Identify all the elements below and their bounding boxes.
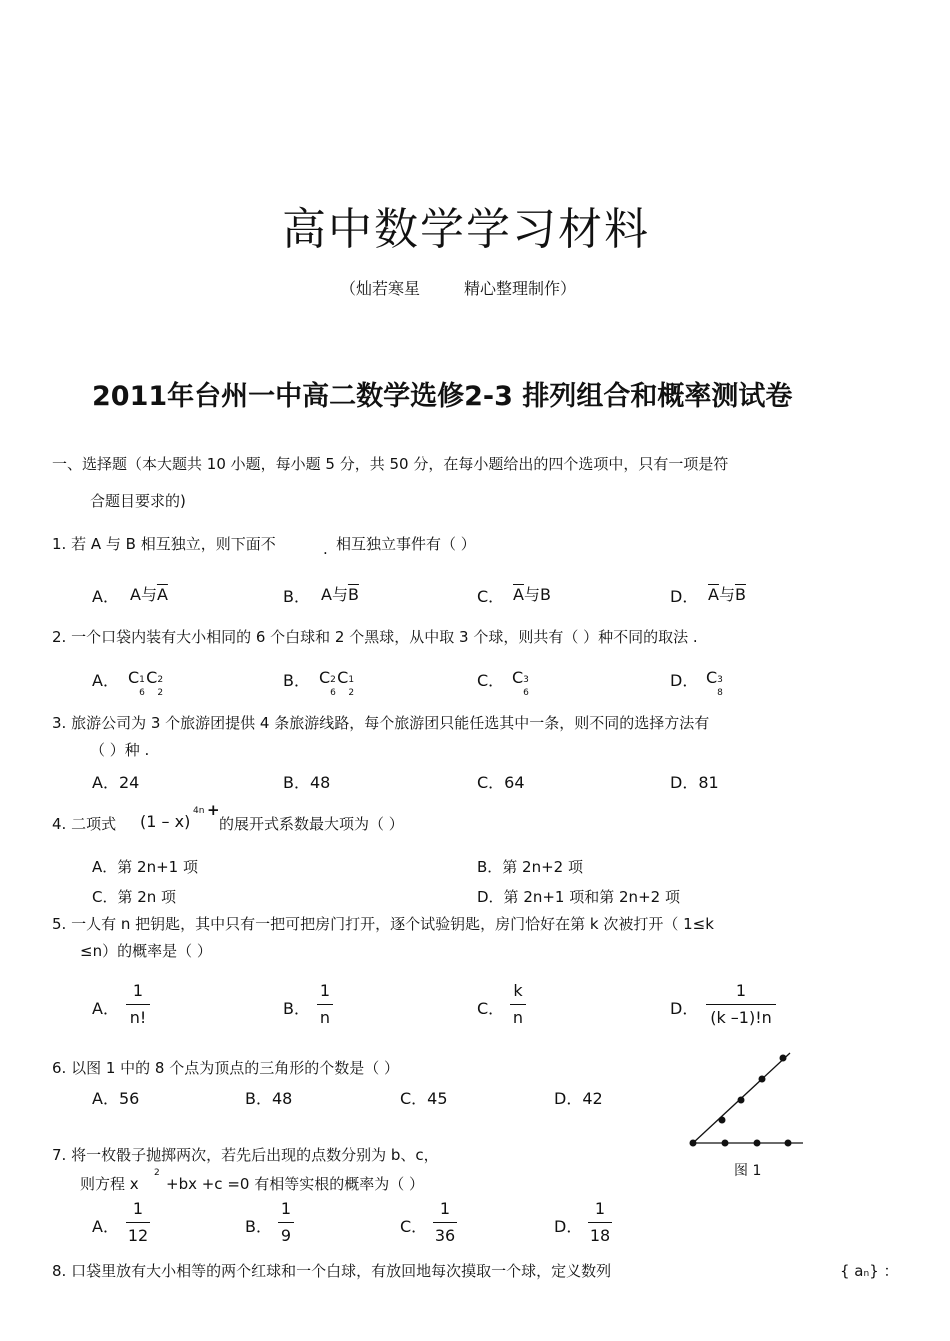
q1-option-d-label: D． <box>670 587 699 606</box>
q2-option-a: C 1 6 C 2 2 <box>128 668 164 698</box>
q2-option-c-label: C． <box>477 671 505 690</box>
q6-stem: 6. 以图 1 中的 8 个点为顶点的三角形的个数是（ ） <box>52 1059 400 1077</box>
q5-option-a-label: A． <box>92 999 119 1018</box>
q4-expression: (1 – x) <box>140 812 191 831</box>
q4-exponent: 4n <box>193 806 205 816</box>
q1-option-c: $\overline{A}$与B <box>513 585 551 604</box>
q3-stem-cont: （ ）种 . <box>90 741 150 759</box>
page-title: 高中数学学习材料 <box>282 204 650 255</box>
figure-point <box>780 1055 787 1062</box>
q6-option-d: D．42 <box>554 1089 603 1108</box>
q3-option-d: D．81 <box>670 773 719 792</box>
exam-title: 2011年台州一中高二数学选修2-3 排列组合和概率测试卷 <box>92 381 793 412</box>
q7-square: 2 <box>154 1168 160 1178</box>
q7-option-d-label: D． <box>554 1217 583 1236</box>
q8-sequence: { an} ： <box>840 1262 899 1280</box>
q1-option-c-label: C． <box>477 587 505 606</box>
q6-option-a: A．56 <box>92 1089 140 1108</box>
section-heading-cont: 合题目要求的) <box>90 492 186 510</box>
q2-option-c: C 3 6 <box>512 668 529 698</box>
q7-option-a-label: A． <box>92 1217 119 1236</box>
q2-option-a-label: A． <box>92 671 119 690</box>
q2-option-d-label: D． <box>670 671 699 690</box>
figure-1-diagram <box>680 1045 810 1155</box>
q1-stem-a: 1. 若 A 与 B 相互独立，则下面不 <box>52 535 276 553</box>
subtitle-right: 精心整理制作） <box>464 279 577 298</box>
q3-option-b: B．48 <box>283 773 331 792</box>
q4-stem-a: 4. 二项式 <box>52 815 117 833</box>
q2-option-b-label: B． <box>283 671 310 690</box>
q5-option-d-label: D． <box>670 999 699 1018</box>
q4-exponent-plus: + <box>207 801 220 819</box>
q5-stem-cont: ≤n）的概率是（ ） <box>80 942 212 960</box>
q3-option-a: A．24 <box>92 773 140 792</box>
q5-option-b-label: B． <box>283 999 310 1018</box>
q8-stem: 8. 口袋里放有大小相等的两个红球和一个白球，有放回地每次摸取一个球，定义数列 <box>52 1262 612 1280</box>
subtitle-left: （灿若寒星 <box>340 279 421 298</box>
q7-option-b-fraction: 1 9 <box>278 1198 294 1247</box>
q7-option-c-fraction: 1 36 <box>434 1199 456 1245</box>
q1-option-a-label: A． <box>92 587 119 606</box>
section-heading: 一、选择题（本大题共 10 小题，每小题 5 分，共 50 分，在每小题给出的四个选项中，只有一项是符 <box>52 455 729 473</box>
figure-point <box>738 1097 745 1104</box>
q2-option-d: C 3 8 <box>706 668 723 698</box>
q6-option-c: C．45 <box>400 1089 448 1108</box>
q7-option-c-label: C． <box>400 1217 428 1236</box>
q7-option-a-fraction: 1 12 <box>127 1199 149 1245</box>
q7-option-d-fraction: 1 18 <box>589 1199 611 1245</box>
q5-option-d-fraction: 1 (k –1)!n <box>706 980 776 1029</box>
q1-option-d: $\overline{A}$与$\overline{B}$ <box>708 585 746 604</box>
figure-caption: 图 1 <box>734 1163 762 1179</box>
figure-point <box>785 1140 792 1147</box>
q7-option-b-label: B． <box>245 1217 272 1236</box>
figure-point <box>690 1140 697 1147</box>
figure-point <box>719 1117 726 1124</box>
q2-option-b: C 2 6 C 1 2 <box>319 668 355 698</box>
q6-option-b: B．48 <box>245 1089 293 1108</box>
q5-option-c-label: C． <box>477 999 505 1018</box>
figure-point <box>722 1140 729 1147</box>
q7-stem: 7. 将一枚骰子抛掷两次，若先后出现的点数分别为 b、c， <box>52 1146 439 1164</box>
q7-stem-b: +bx +c =0 有相等实根的概率为（ ） <box>166 1175 424 1193</box>
q5-option-a-fraction: 1 n! <box>126 980 150 1029</box>
q3-option-c: C．64 <box>477 773 525 792</box>
q4-option-a: A．第 2n+1 项 <box>92 858 198 876</box>
q1-emphasis-dot: . <box>323 540 328 558</box>
q4-option-d: D．第 2n+1 项和第 2n+2 项 <box>477 888 680 906</box>
q5-stem: 5. 一人有 n 把钥匙，其中只有一把可把房门打开，逐个试验钥匙，房门恰好在第 k 次被打开（ 1≤k <box>52 915 714 933</box>
q5-option-c-fraction: k n <box>510 980 526 1029</box>
q1-option-a: A与$\overline{A}$ <box>130 585 168 604</box>
q3-stem: 3. 旅游公司为 3 个旅游团提供 4 条旅游线路，每个旅游团只能任选其中一条，则不同的选择方法有 <box>52 714 710 732</box>
figure-point <box>754 1140 761 1147</box>
q5-option-b-fraction: 1 n <box>317 980 333 1029</box>
q1-option-b: A与$\overline{B}$ <box>321 585 359 604</box>
q4-option-c: C．第 2n 项 <box>92 888 177 906</box>
q1-stem-b: 相互独立事件有（ ） <box>336 535 476 553</box>
q1-option-b-label: B． <box>283 587 310 606</box>
figure-point <box>759 1076 766 1083</box>
q4-stem-b: 的展开式系数最大项为（ ） <box>219 815 404 833</box>
q2-stem: 2. 一个口袋内装有大小相同的 6 个白球和 2 个黑球，从中取 3 个球，则共有（ ）种不同的取法 . <box>52 628 698 646</box>
q4-option-b: B．第 2n+2 项 <box>477 858 583 876</box>
q7-stem-a: 则方程 x <box>80 1175 139 1193</box>
